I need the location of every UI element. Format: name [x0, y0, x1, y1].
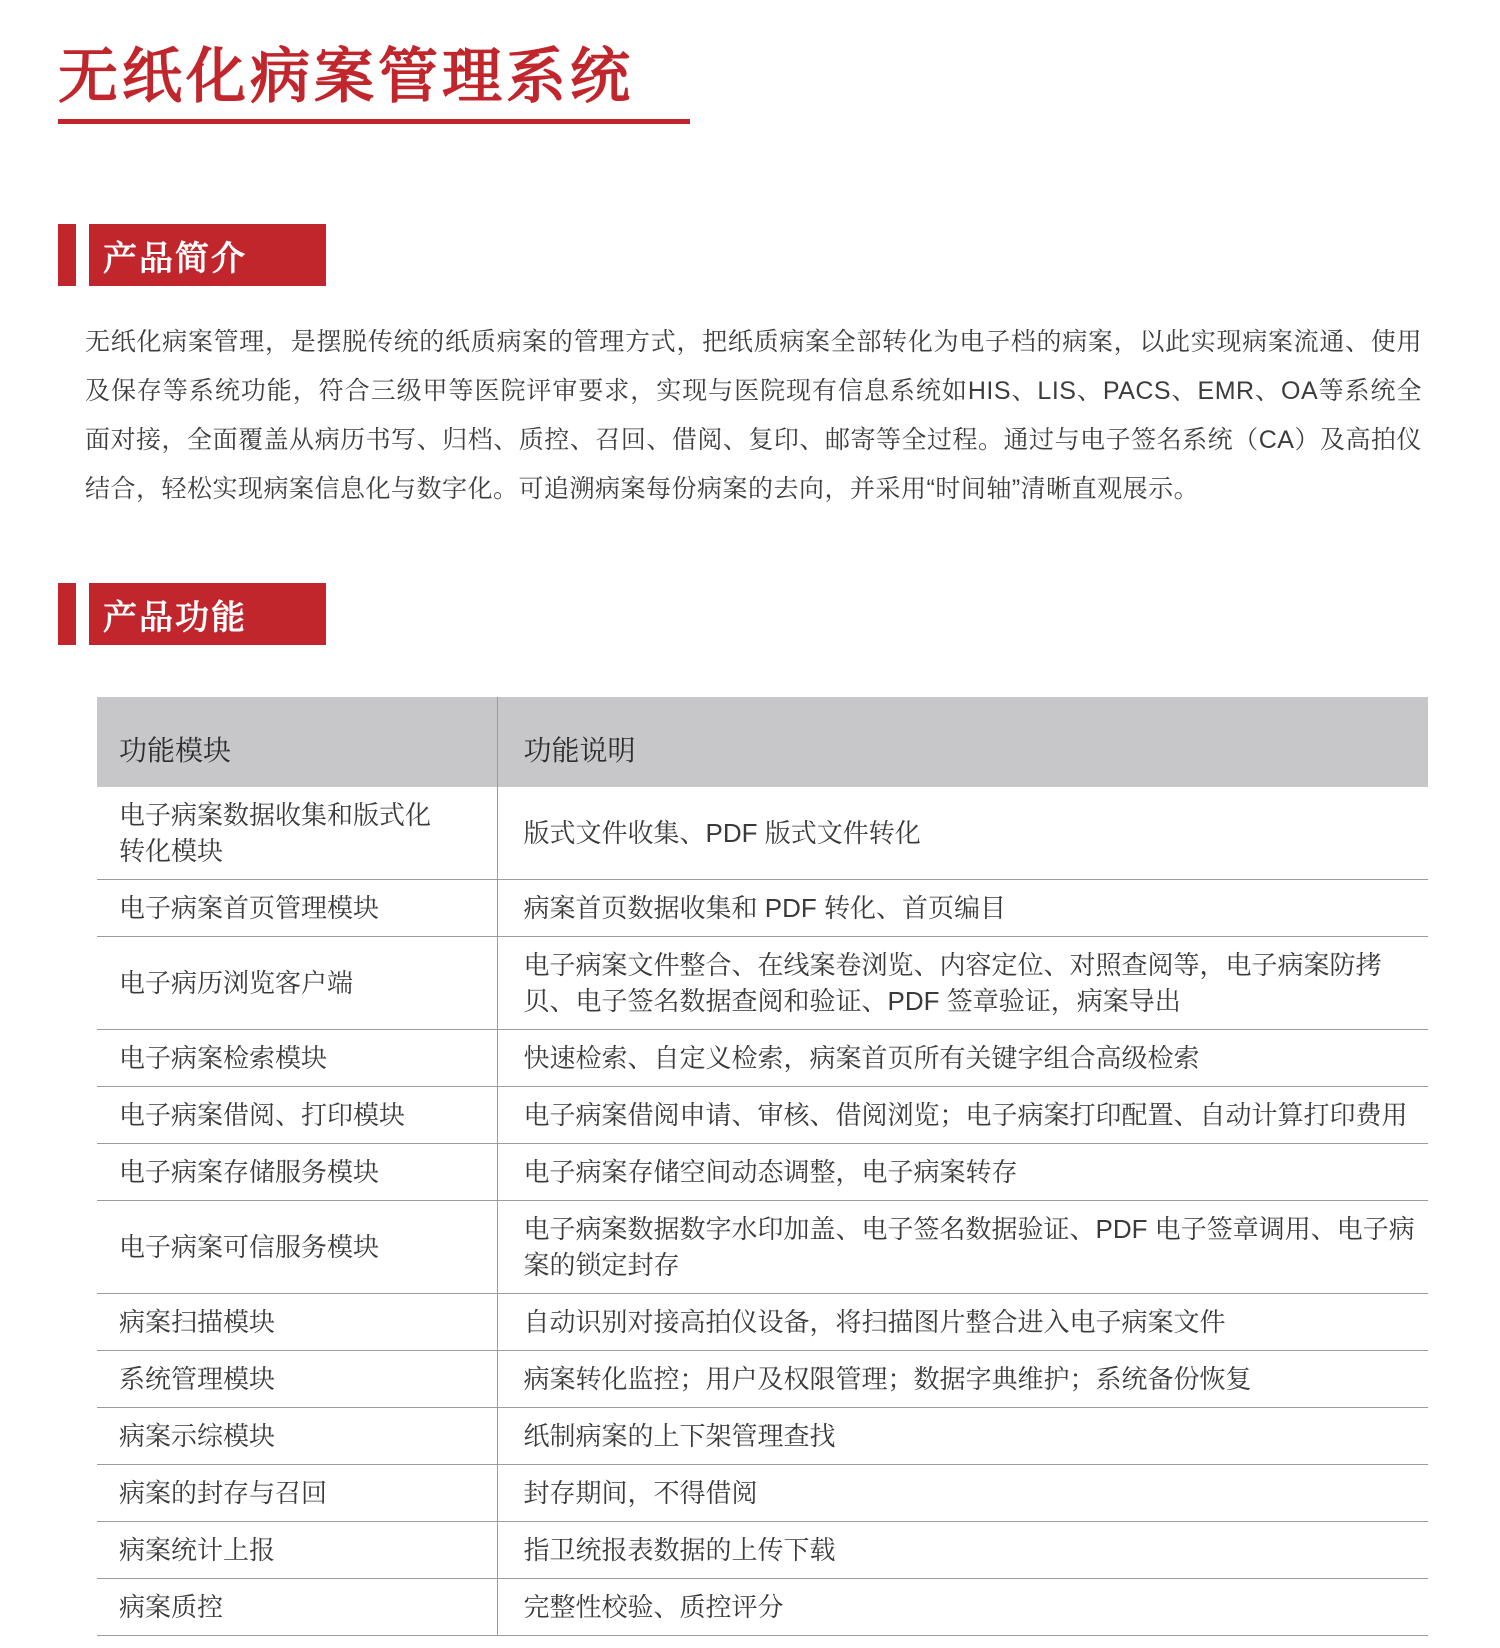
- banner-gap: [76, 583, 89, 645]
- module-cell: [97, 1465, 497, 1522]
- desc-cell: 完整性校验、质控评分: [497, 1579, 1428, 1636]
- module-cell: [97, 880, 497, 937]
- module-cell: [97, 1144, 497, 1201]
- module-cell: [97, 1030, 497, 1087]
- module-cell: [97, 1294, 497, 1351]
- module-name: 电子病案数据收集和版式化转化模块: [119, 800, 432, 866]
- module-cell: [97, 1579, 497, 1636]
- desc-cell: 电子病案借阅申请、审核、借阅浏览；电子病案打印配置、自动计算打印费用: [497, 1087, 1428, 1144]
- table-row: [97, 1351, 1428, 1408]
- module-name: 电子病案首页管理模块: [119, 893, 380, 923]
- desc-cell: 封存期间，不得借阅: [497, 1465, 1428, 1522]
- desc-cell: 电子病案文件整合、在线案卷浏览、内容定位、对照查阅等，电子病案防拷贝、电子签名数据查阅和验证、PDF 签章验证，病案导出: [497, 937, 1428, 1030]
- module-cell: [97, 1351, 497, 1408]
- column-header-module: 功能模块: [97, 697, 497, 787]
- table-row: [97, 1087, 1428, 1144]
- module-name: 系统管理模块: [119, 1364, 276, 1394]
- title-block: [58, 0, 1500, 124]
- desc-cell: 病案转化监控；用户及权限管理；数据字典维护；系统备份恢复: [497, 1351, 1428, 1408]
- module-name: 病案的封存与召回: [119, 1478, 328, 1508]
- desc-cell: 指卫统报表数据的上传下载: [497, 1522, 1428, 1579]
- table-row: [97, 1294, 1428, 1351]
- desc-cell: 电子病案存储空间动态调整，电子病案转存: [497, 1144, 1428, 1201]
- desc-cell: 病案首页数据收集和 PDF 转化、首页编目: [497, 880, 1428, 937]
- module-cell: [97, 1201, 497, 1294]
- table-row: [97, 787, 1428, 880]
- module-name: 电子病案检索模块: [119, 1043, 328, 1073]
- module-name: 病案统计上报: [119, 1535, 276, 1565]
- module-name: 电子病历浏览客户端: [119, 968, 354, 998]
- table-row: [97, 1201, 1428, 1294]
- features-table: [97, 697, 1428, 1636]
- title-underline: [58, 119, 690, 124]
- table-row: [97, 1579, 1428, 1636]
- module-name: 电子病案可信服务模块: [119, 1232, 380, 1262]
- page-title: 无纸化病案管理系统: [58, 43, 634, 110]
- table-header-row: [97, 697, 1428, 787]
- table-row: [97, 937, 1428, 1030]
- section-banner-intro: [58, 224, 1500, 286]
- module-cell: [97, 787, 497, 880]
- table-row: [97, 1030, 1428, 1087]
- column-header-desc: 功能说明: [497, 697, 1428, 787]
- module-cell: [97, 1408, 497, 1465]
- module-name: 电子病案借阅、打印模块: [119, 1100, 406, 1130]
- module-name: 电子病案存储服务模块: [119, 1157, 380, 1187]
- desc-cell: 纸制病案的上下架管理查找: [497, 1408, 1428, 1465]
- desc-cell: 电子病案数据数字水印加盖、电子签名数据验证、PDF 电子签章调用、电子病案的锁定封存: [497, 1201, 1428, 1294]
- table-row: [97, 880, 1428, 937]
- table-row: [97, 1465, 1428, 1522]
- desc-cell: 自动识别对接高拍仪设备，将扫描图片整合进入电子病案文件: [497, 1294, 1428, 1351]
- banner-accent-bar: [58, 224, 76, 286]
- module-name: 病案示综模块: [119, 1421, 276, 1451]
- module-name: 病案扫描模块: [119, 1307, 276, 1337]
- module-cell: [97, 937, 497, 1030]
- module-cell: [97, 1087, 497, 1144]
- section-banner-features: [58, 583, 1500, 645]
- desc-cell: 版式文件收集、PDF 版式文件转化: [497, 787, 1428, 880]
- banner-gap: [76, 224, 89, 286]
- table-row: [97, 1408, 1428, 1465]
- intro-paragraph: 无纸化病案管理，是摆脱传统的纸质病案的管理方式，把纸质病案全部转化为电子档的病案，以此实现病案流通、使用及保存等系统功能，符合三级甲等医院评审要求，实现与医院现有信息系统如HIS、LIS、PACS、EMR、OA等系统全面对接，全面覆盖从病历书写、归档、质控、召回、借阅、复印、邮寄等全过程。通过与电子签名系统（CA）及高拍仪结合，轻松实现病案信息化与数字化。可追溯病案每份病案的去向，并采用“时间轴”清晰直观展示。: [85, 328, 1422, 503]
- intro-heading: 产品简介: [89, 224, 326, 286]
- features-heading: 产品功能: [89, 583, 326, 645]
- banner-accent-bar: [58, 583, 76, 645]
- desc-cell: 快速检索、自定义检索，病案首页所有关键字组合高级检索: [497, 1030, 1428, 1087]
- module-cell: [97, 1522, 497, 1579]
- table-row: [97, 1522, 1428, 1579]
- module-name: 病案质控: [119, 1592, 224, 1622]
- table-row: [97, 1144, 1428, 1201]
